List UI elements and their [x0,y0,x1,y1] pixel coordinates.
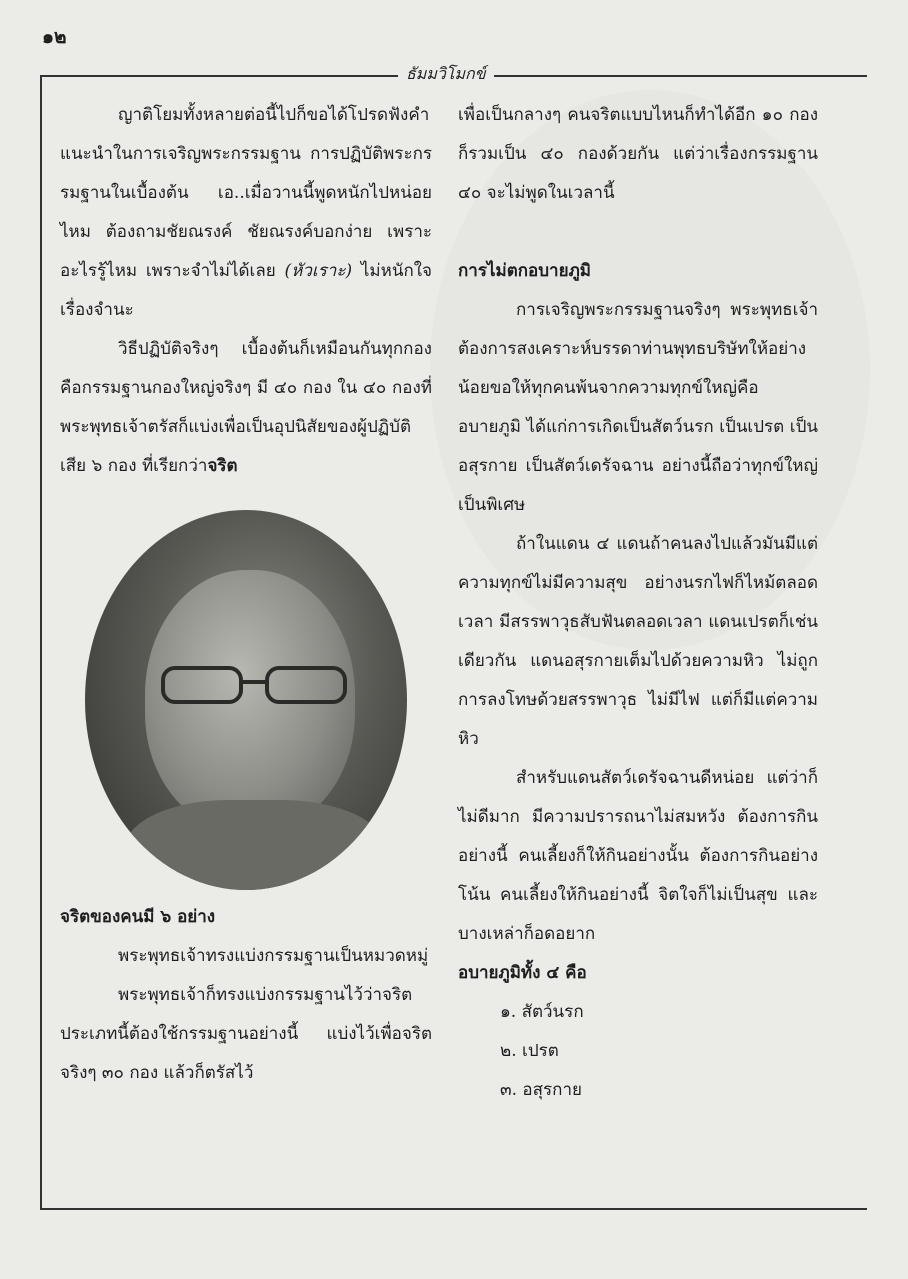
list-item: ๒. เปรต [500,1041,559,1061]
paragraph: เพื่อเป็นกลางๆ คนจริตแบบไหนก็ทำได้อีก ๑๐ กอง ก็รวมเป็น ๔๐ กองด้วยกัน แต่ว่าเรื่องกรรมฐาน ๔๐ จะไม่พูดในเวลานี้ [458,105,818,203]
eyeglasses-icon [155,660,355,710]
list-item: ๓. อสุรกาย [500,1080,582,1100]
paragraph: สำหรับแดนสัตว์เดรัจฉานดีหน่อย แต่ว่าก็ไม่ดีมาก มีความปรารถนาไม่สมหวัง ต้องการกินอย่างนี้ คนเลี้ยงก็ให้กินอย่างนั้น ต้องการกินอย่างโน้น คนเลี้ยงให้กินอย่างนี้ จิตใจก็ไม่เป็นสุข และบางเหล่าก็อดอยาก [458,768,818,944]
page-number: ๑๒ [42,26,67,48]
list-item: ๑. สัตว์นรก [500,1002,584,1022]
paragraph: ถ้าในแดน ๔ แดนถ้าคนลงไปแล้วมันมีแต่ความทุกข์ไม่มีความสุข อย่างนรกไฟก็ไหม้ตลอดเวลา มีสรรพาวุธสับฟันตลอดเวลา แดนเปรตก็เช่นเดียวกัน แดนอสุรกายเต็มไปด้วยความหิว ไม่ถูกการลงโทษด้วยสรรพาวุธ ไม่มีไฟ แต่ก็มีแต่ความหิว [458,534,818,749]
paragraph [60,330,432,486]
photo-caption: จริตของคนมี ๖ อย่าง [60,907,216,927]
paragraph: การเจริญพระกรรมฐานจริงๆ พระพุทธเจ้าต้องการสงเคราะห์บรรดาท่านพุทธบริษัทให้อย่างน้อยขอให้ทุกคนพ้นจากความทุกข์ใหญ่คืออบายภูมิ ได้แก่การเกิดเป็นสัตว์นรก เป็นเปรต เป็นอสุรกาย เป็นสัตว์เดรัจฉาน อย่างนี้ถือว่าทุกข์ใหญ่เป็นพิเศษ [458,300,818,515]
paragraph-text: วิธีปฏิบัติจริงๆ เบื้องต้นก็เหมือนกันทุกกอง คือกรรมฐานกองใหญ่จริงๆ มี ๔๐ กอง ใน ๔๐ กองที่พระพุทธเจ้าตรัสก็แบ่งเพื่อเป็นอุปนิสัยของผู้ปฏิบัติเสีย ๖ กอง ที่เรียกว่า [60,339,432,476]
section-heading: การไม่ตกอบายภูมิ [458,261,591,281]
bold-term: จริต [207,456,238,476]
paragraph: พระพุทธเจ้าทรงแบ่งกรรมฐานเป็นหมวดหมู่ [118,946,429,966]
photo-container [60,510,432,890]
left-column [60,96,432,1093]
right-column [458,96,818,1110]
italic-remark: (หัวเราะ) [284,261,353,281]
paragraph: พระพุทธเจ้าก็ทรงแบ่งกรรมฐานไว้ว่าจริตประเภทนี้ต้องใช้กรรมฐานอย่างนี้ แบ่งไว้เพื่อจริตจริงๆ ๓๐ กอง แล้วก็ตรัสไว้ [60,985,432,1083]
portrait-robe [125,800,385,890]
paragraph [60,96,432,330]
paragraph-text: ไม่หนักใจเรื่องจำนะ [60,261,433,320]
running-head: ธัมมวิโมกข์ [398,62,494,87]
list-heading: อบายภูมิทั้ง ๔ คือ [458,963,587,983]
paragraph-text: ญาติโยมทั้งหลายต่อนี้ไปก็ขอได้โปรดฟังคำแนะนำในการเจริญพระกรรมฐาน การปฏิบัติพระกรรมฐานในเบื้องต้น เอ..เมื่อวานนี้พูดหนักไปหน่อยไหม ต้องถามชัยณรงค์ ชัยณรงค์บอกง่าย เพราะอะไรรู้ไหม เพราะจำไม่ได้เลย [60,105,432,281]
monk-portrait-photo [85,510,407,890]
spacer [458,213,818,252]
